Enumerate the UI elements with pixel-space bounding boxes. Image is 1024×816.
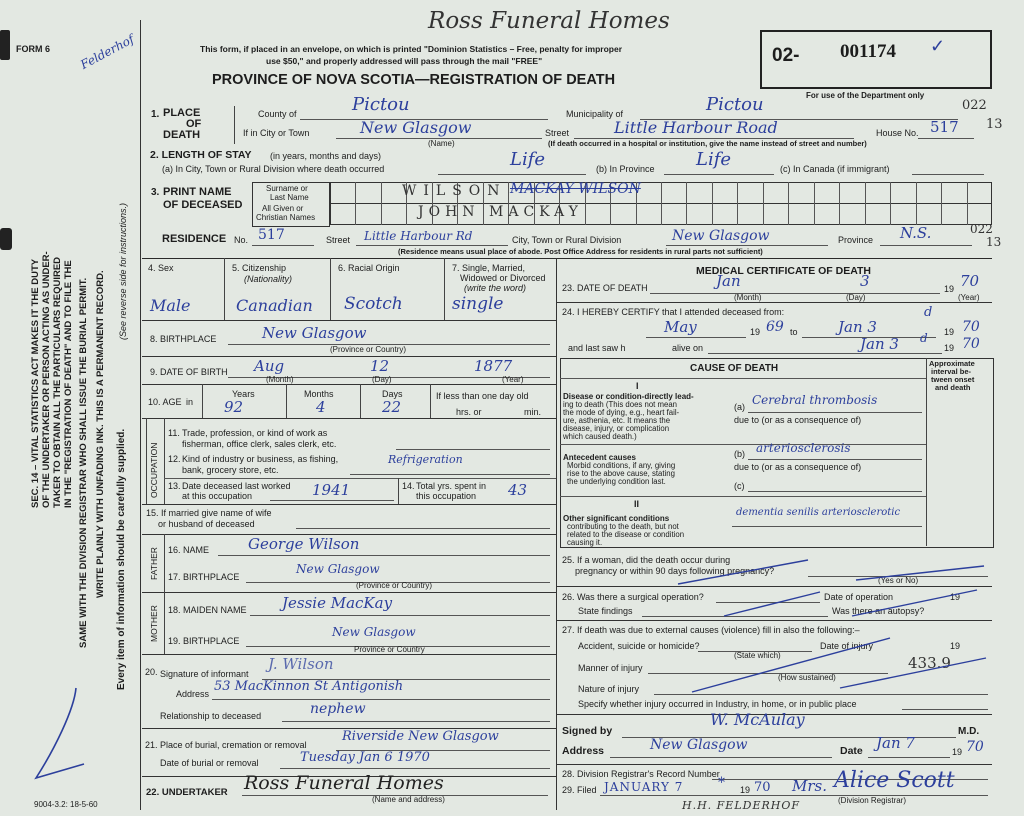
margin-text-3: TAKER TO OBTAIN ALL THE PARTICULARS REQUIRED [52, 256, 63, 508]
accident-label: Accident, suicide or homicide? [578, 641, 700, 651]
row-r-26 [556, 620, 992, 621]
stay-b-value: Life [696, 149, 732, 170]
hrs-label: hrs. or [456, 407, 482, 417]
row-line-7 [142, 592, 556, 593]
q29-line [600, 795, 988, 796]
age-div-4 [430, 384, 431, 418]
marital-value: single [452, 294, 504, 314]
mother-birthplace-caption: Province or Country [354, 645, 425, 654]
racial-value: Scotch [344, 294, 403, 314]
nature-line [654, 694, 988, 695]
citizenship-caption: (Nationality) [244, 274, 293, 284]
stay-label: 2. LENGTH OF STAY [150, 149, 252, 161]
informant-address-value: 53 MacKinnon St Antigonish [214, 679, 404, 694]
residence-code-1: 022 [970, 222, 993, 236]
sex-value: Male [150, 296, 191, 315]
place-label-3: DEATH [163, 129, 201, 141]
mother-maiden-line [250, 615, 550, 616]
center-divider [556, 258, 557, 810]
mail-note-1: This form, if placed in an envelope, on which is printed "Dominion Statistics – Free, penalty for improper [200, 44, 623, 54]
other-line [732, 526, 922, 527]
med-address-value: New Glasgow [650, 737, 748, 753]
industry-text: Specify whether injury occurred in Industry, in home, or in public place [578, 699, 857, 709]
margin-ink-mark-2 [0, 228, 12, 250]
citizenship-value: Canadian [236, 296, 313, 315]
alive-on-label: alive on [672, 343, 704, 353]
q14-num: 14. [402, 481, 415, 491]
attended-from: May [664, 318, 697, 336]
age-days-value: 22 [382, 398, 402, 416]
margin-text-4: IN THE "REGISTRATION OF DEATH" AND TO FILE THE [63, 260, 74, 508]
informant-address-line [212, 699, 550, 700]
death-year: 70 [960, 272, 980, 290]
occupation-div-2 [164, 418, 165, 504]
father-label: FATHER [149, 547, 159, 580]
q25-text-2: pregnancy or within 90 days following pregnancy? [575, 566, 775, 576]
attended-from-year: 69 [766, 319, 784, 335]
cause-title-line [560, 378, 926, 379]
q13-num: 13. [168, 481, 181, 491]
years-label: Years [232, 389, 255, 399]
city-value: New Glasgow [360, 118, 472, 137]
medical-title: MEDICAL CERTIFICATE OF DEATH [696, 265, 871, 277]
form-number: FORM 6 [16, 44, 51, 54]
date-op-label: Date of operation [824, 592, 894, 602]
age-in: in [186, 397, 194, 407]
undertaker-caption: (Name and address) [372, 795, 445, 804]
interval-1: Approximate [929, 359, 975, 368]
hospital-note: (If death occurred in a hospital or institution, give the name instead of street and number) [548, 139, 867, 148]
house-line [918, 138, 974, 139]
father-birthplace-value: New Glasgow [296, 562, 380, 576]
place-label-1: PLACE [163, 107, 201, 119]
due-to-1: due to (or as a consequence of) [734, 415, 862, 425]
q11-text-1: Trade, profession, or kind of work as [182, 428, 328, 438]
name-label-2: OF DECEASED [163, 199, 243, 211]
days-label: Days [382, 389, 403, 399]
disease-2: ing to death (This does not mean [563, 400, 677, 409]
burial-num: 21. [145, 740, 158, 750]
less-day-label: If less than one day old [436, 391, 529, 401]
informant-sig-label: Signature of informant [160, 669, 249, 679]
q11-num: 11. [168, 428, 180, 438]
given-value: JOHN MACKAY [418, 204, 583, 220]
interval-div [926, 358, 927, 546]
dob-label: 9. DATE OF BIRTH [150, 367, 228, 377]
age-years-value: 92 [224, 398, 244, 416]
father-div [164, 534, 165, 592]
q23-label: 23. DATE OF DEATH [562, 283, 648, 293]
q14-text-1: Total yrs. spent in [416, 481, 487, 491]
street-label: Street [545, 128, 570, 138]
margin-rule [140, 20, 141, 810]
informant-num: 20. [145, 667, 158, 677]
age-months-value: 4 [316, 398, 326, 416]
md-label: M.D. [958, 726, 980, 737]
residence-street-label: Street [326, 235, 351, 245]
cause-a-value: Cerebral thrombosis [752, 393, 878, 407]
filed-year: 70 [754, 780, 771, 795]
attended-to-sup: d [924, 305, 933, 320]
antecedent-1: Antecedent causes [563, 453, 636, 462]
father-birthplace-label: 17. BIRTHPLACE [168, 572, 240, 582]
margin-ink-mark [0, 30, 10, 60]
citizenship-label: 5. Citizenship [232, 263, 287, 273]
row-r-1 [556, 302, 992, 303]
attended-to-19: 19 [944, 327, 955, 337]
how-sustained: (How sustained) [778, 673, 836, 682]
municipality-value: Pictou [706, 94, 764, 115]
last-saw-year: 70 [962, 336, 980, 352]
residence-city-value: New Glasgow [672, 228, 770, 244]
margin-text-2: OF THE UNDERTAKER OR PERSON ACTING AS UNDER- [41, 251, 52, 508]
reg-number: 001174 [840, 41, 896, 62]
cause-c-line [748, 491, 922, 492]
attended-from-19: 19 [750, 327, 761, 337]
other-2: contributing to the death, but not [567, 522, 679, 531]
death-day: 3 [860, 272, 870, 290]
stay-a-label: (a) In City, Town or Rural Division where death occurred [162, 164, 385, 174]
dob-year: 1877 [474, 357, 513, 375]
residence-no-value: 517 [258, 227, 285, 243]
cell-div-1 [224, 258, 225, 320]
age-label: 10. AGE [148, 397, 182, 407]
father-name-value: George Wilson [248, 535, 360, 553]
margin-text-5: SAME WITH THE DIVISION REGISTRAR WHO SHALL ISSUE THE BURIAL PERMIT. [78, 277, 89, 648]
antecedent-4: the underlying condition last. [567, 477, 666, 486]
manner-label: Manner of injury [578, 663, 643, 673]
registrar-mrs: Mrs. [792, 777, 827, 795]
attended-to: Jan 3 [838, 318, 877, 336]
attended-to-year: 70 [962, 319, 980, 335]
birthplace-label: 8. BIRTHPLACE [150, 334, 217, 344]
age-div-3 [360, 384, 361, 418]
other-4: causing it. [567, 538, 603, 547]
relationship-label: Relationship to deceased [160, 711, 262, 721]
q12-num: 12. [168, 454, 181, 464]
cause-a-label: (a) [734, 402, 745, 412]
cause-b-label: (b) [734, 449, 745, 459]
date-op-19: 19 [950, 592, 961, 602]
q12-text-2: bank, grocery store, etc. [182, 465, 279, 475]
q15-text-1: 15. If married give name of wife [146, 508, 272, 518]
q13-line [270, 500, 394, 501]
q13-value: 1941 [312, 481, 351, 499]
row-line-5 [142, 504, 556, 505]
birthplace-value: New Glasgow [262, 324, 367, 342]
filed-star: * [718, 775, 725, 791]
father-name-label: 16. NAME [168, 545, 210, 555]
felderhof-stamp: H.H. FELDERHOF [682, 799, 801, 812]
disease-end-line [560, 444, 926, 445]
marital-label-2: Widowed or Divorced [460, 273, 546, 283]
registrar-caption: (Division Registrar) [838, 796, 907, 805]
q12-text-1: Kind of industry or business, as fishing, [182, 454, 339, 464]
age-div-2 [286, 384, 287, 418]
informant-signature: J. Wilson [268, 655, 334, 673]
form-title: PROVINCE OF NOVA SCOTIA—REGISTRATION OF DEATH [212, 72, 616, 88]
margin-signature-mark [14, 680, 104, 790]
stay-b-line [664, 174, 774, 175]
margin-text-7: Every item of information should be carefully supplied. [116, 428, 127, 690]
med-date-year: 70 [966, 739, 984, 755]
margin-text-8: (See reverse side for instructions.) [118, 202, 128, 340]
occupation-div [146, 418, 147, 504]
q15-line [296, 528, 550, 529]
cause-title: CAUSE OF DEATH [690, 363, 779, 374]
margin-text-1: SEC. 14 – VITAL STATISTICS ACT MAKES IT THE DUTY [30, 258, 41, 508]
yes-no-caption: (Yes or No) [878, 576, 919, 585]
signed-by-value: W. McAulay [710, 710, 805, 729]
q11-line [396, 449, 550, 450]
burial-place-value: Riverside New Glasgow [342, 729, 499, 744]
dob-day-caption: (Day) [372, 375, 392, 384]
place-num: 1. [151, 109, 160, 120]
q13-text-2: at this occupation [182, 491, 253, 501]
place-label-2: OF [186, 118, 202, 130]
residence-street-value: Little Harbour Rd [364, 229, 473, 243]
cell-div-3 [444, 258, 445, 320]
dept-use-caption: For use of the Department only [806, 91, 925, 100]
sex-label: 4. Sex [148, 263, 174, 273]
med-date-19: 19 [952, 747, 963, 757]
disease-3: the mode of dying, e.g., heart fail- [563, 408, 680, 417]
months-label: Months [304, 389, 334, 399]
row-r-28 [556, 764, 992, 765]
place-bracket [234, 106, 235, 144]
filed-value: JANUARY 7 [604, 780, 684, 794]
dob-month: Aug [254, 357, 285, 375]
stay-caption: (in years, months and days) [270, 151, 382, 161]
main-separator [142, 258, 992, 259]
mother-birthplace-value: New Glasgow [332, 625, 416, 639]
form-code: 9004-3.2: 18-5-60 [34, 800, 98, 809]
med-date-label: Date [840, 745, 863, 757]
last-saw-19: 19 [944, 343, 955, 353]
date-injury-19: 19 [950, 641, 961, 651]
death-day-caption: (Day) [846, 293, 866, 302]
disease-5: disease, injury, or complication [563, 424, 670, 433]
residence-city-label: City, Town or Rural Division [512, 235, 622, 245]
q24-from-line [646, 337, 746, 338]
last-saw-label: and last saw h [568, 343, 626, 353]
q15-text-2: or husband of deceased [158, 519, 255, 529]
death-month: Jan [716, 272, 741, 290]
county-value: Pictou [352, 94, 410, 115]
code-433: 433.9 [908, 654, 951, 672]
name-num: 3. [151, 187, 160, 198]
county-label: County of [258, 109, 297, 119]
q12-line [350, 474, 550, 475]
row-line-1 [142, 320, 556, 321]
residence-province-line [880, 245, 972, 246]
dob-month-caption: (Month) [266, 375, 294, 384]
disease-4: ure, asthenia, etc. It means the [563, 416, 671, 425]
antecedent-2: Morbid conditions, if any, giving [567, 461, 676, 470]
min-label: min. [524, 407, 542, 417]
nature-label: Nature of injury [578, 684, 640, 694]
q27-text: 27. If death was due to external causes (violence) fill in also the following:– [562, 625, 860, 635]
reg-check: ✓ [930, 36, 946, 57]
signed-by-label: Signed by [562, 725, 613, 737]
cause-a-line [748, 412, 922, 413]
given-label-1: All Given or [262, 204, 304, 213]
margin-text-6: WRITE PLAINLY WITH UNFADING INK. THIS IS A PERMANENT RECORD. [95, 270, 106, 598]
residence-city-line [666, 245, 828, 246]
mother-label: MOTHER [149, 605, 159, 642]
stay-a-value: Life [510, 149, 546, 170]
name-label-1: PRINT NAME [163, 186, 232, 198]
burial-date-label: Date of burial or removal [160, 758, 259, 768]
surname-struck: MACKAY WILSON [510, 181, 641, 197]
death-year-prefix: 19 [944, 284, 955, 294]
stay-c-label: (c) In Canada (if immigrant) [780, 164, 890, 174]
row-line-3 [142, 384, 556, 385]
q26-strike [722, 586, 982, 620]
relationship-value: nephew [310, 701, 366, 717]
residence-label: RESIDENCE [162, 233, 227, 245]
q14-text-2: this occupation [416, 491, 477, 501]
cause-b-line [748, 459, 922, 460]
roman-ii: II [634, 499, 640, 509]
informant-address-label: Address [176, 689, 210, 699]
surname-label-1: Surname or [266, 184, 308, 193]
relationship-line [282, 721, 550, 722]
residence-no-line [252, 245, 314, 246]
row-line-4 [142, 418, 556, 419]
undertaker-label: 22. UNDERTAKER [146, 787, 228, 798]
stay-a-line [438, 174, 586, 175]
interval-2: interval be- [931, 367, 972, 376]
city-name-caption: (Name) [428, 139, 455, 148]
dob-year-caption: (Year) [502, 375, 524, 384]
residence-street-line [356, 245, 508, 246]
disease-1: Disease or condition-directly lead- [563, 392, 694, 401]
due-to-2: due to (or as a consequence of) [734, 462, 862, 472]
residence-province-value: N.S. [900, 224, 932, 242]
date-injury-label: Date of injury [820, 641, 874, 651]
q25-text-1: 25. If a woman, did the death occur during [562, 555, 731, 565]
marital-label-1: 7. Single, Married, [452, 263, 526, 273]
mail-note-2: use $50," and properly addressed will pass through the mail "FREE" [266, 56, 543, 66]
given-label-2: Christian Names [256, 213, 316, 222]
stay-c-line [912, 174, 984, 175]
surname-value: WILSON [402, 183, 507, 199]
state-findings: State findings [578, 606, 633, 616]
antecedent-end-line [560, 496, 926, 497]
residence-no-label: No. [234, 235, 249, 245]
house-value: 517 [930, 118, 959, 136]
q29-label: 29. Filed [562, 785, 597, 795]
residence-note: (Residence means usual place of abode. Post Office Address for residents in rural parts not sufficient) [398, 247, 763, 256]
racial-label: 6. Racial Origin [338, 263, 400, 273]
disease-6: which caused death.) [563, 432, 637, 441]
q24-label: 24. I HEREBY CERTIFY that I attended deceased from: [562, 307, 785, 317]
q28-label: 28. Division Registrar's Record Number [562, 769, 720, 779]
cause-c-label: (c) [734, 481, 745, 491]
last-saw-line [708, 353, 942, 354]
municipality-label: Municipality of [566, 109, 624, 119]
city-label: If in City or Town [243, 128, 310, 138]
q25-strike [676, 556, 986, 586]
q13-text-1: Date deceased last worked [182, 481, 291, 491]
burial-place-label: Place of burial, cremation or removal [160, 740, 307, 750]
age-div-1 [202, 384, 203, 418]
q27-strike [690, 634, 990, 694]
q23-line [650, 293, 940, 294]
burial-date-value: Tuesday Jan 6 1970 [300, 750, 430, 765]
other-1: Other significant conditions [563, 514, 670, 523]
q11-text-2: fisherman, office clerk, sales clerk, etc. [182, 439, 337, 449]
mother-maiden-label: 18. MAIDEN NAME [168, 605, 247, 615]
reg-prefix: 02- [772, 45, 800, 66]
med-address-line [610, 757, 832, 758]
last-saw-sup: d [920, 331, 928, 345]
funeral-home-heading: Ross Funeral Homes [428, 8, 670, 34]
dob-day: 12 [370, 357, 390, 375]
other-value: dementia senilis arteriosclerotic [736, 507, 901, 518]
house-label: House No. [876, 128, 919, 138]
death-month-caption: (Month) [734, 293, 762, 302]
undertaker-value: Ross Funeral Homes [244, 772, 444, 794]
marital-label-3: (write the word) [464, 283, 527, 293]
cell-div-2 [330, 258, 331, 320]
q14-value: 43 [508, 481, 528, 499]
surname-label-2: Last Name [270, 193, 309, 202]
row-line-occ [164, 478, 556, 479]
registrar-signature: Alice Scott [834, 768, 955, 793]
death-year-caption: (Year) [958, 293, 980, 302]
place-code-2: 13 [986, 117, 1003, 132]
interval-3: tween onset [931, 375, 975, 384]
q13-div [398, 478, 399, 504]
residence-province-label: Province [838, 235, 874, 245]
antecedent-3: rise to the above cause, stating [567, 469, 675, 478]
father-birthplace-caption: (Province or Country) [356, 581, 433, 590]
birthplace-caption: (Province or Country) [330, 345, 407, 354]
residence-code-2: 13 [986, 235, 1002, 249]
autopsy-label: Was there an autopsy? [832, 606, 925, 616]
filed-19: 19 [740, 785, 751, 795]
med-date-value: Jan 7 [876, 734, 915, 752]
interval-4: and death [935, 383, 971, 392]
occupation-label: OCCUPATION [149, 442, 159, 498]
med-date-line [868, 757, 950, 758]
row-line-8 [142, 654, 556, 655]
q26-text: 26. Was there a surgical operation? [562, 592, 704, 602]
mother-div [164, 592, 165, 654]
burial-date-line [280, 768, 550, 769]
mother-birthplace-label: 19. BIRTHPLACE [168, 636, 240, 646]
med-address-label: Address [562, 745, 605, 757]
mother-maiden-value: Jessie MacKay [282, 594, 393, 612]
q12-value: Refrigeration [388, 453, 463, 466]
industry-line [902, 709, 988, 710]
last-saw-value: Jan 3 [860, 335, 899, 353]
father-name-line [218, 555, 550, 556]
street-value: Little Harbour Road [614, 118, 778, 137]
roman-i: I [636, 381, 639, 391]
other-3: related to the disease or condition [567, 530, 685, 539]
state-which: (State which) [734, 651, 781, 660]
cause-b-value: arteriosclerosis [756, 441, 851, 455]
felderhof-annotation: Felderhof [78, 32, 137, 72]
stay-b-label: (b) In Province [596, 164, 655, 174]
place-code-1: 022 [962, 98, 987, 113]
attended-to-label: to [790, 327, 798, 337]
